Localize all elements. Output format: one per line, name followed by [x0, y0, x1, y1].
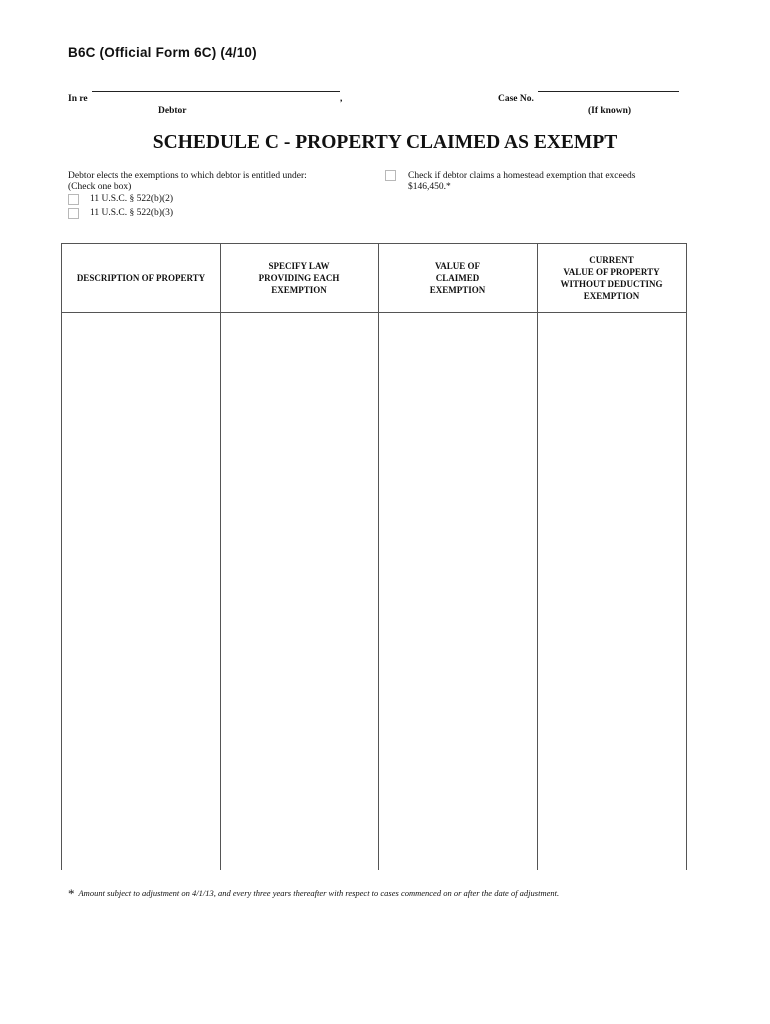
if-known-caption: (If known) — [588, 106, 632, 116]
checkbox-522b2[interactable] — [68, 194, 79, 205]
header-description: DESCRIPTION OF PROPERTY — [76, 273, 206, 283]
case-no-label: Case No. — [498, 94, 534, 104]
description-column-body[interactable] — [63, 314, 219, 869]
header-value-claimed: VALUE OF CLAIMED EXEMPTION — [429, 261, 486, 295]
header-current-value: CURRENT VALUE OF PROPERTY WITHOUT DEDUCTING EXEMPTION — [560, 255, 663, 301]
checkbox-522b3[interactable] — [68, 208, 79, 219]
footnote-text: Amount subject to adjustment on 4/1/13, and every three years thereafter with respect to cases commenced on or after the date of adjustment. — [78, 888, 560, 898]
value-claimed-column-body[interactable] — [379, 314, 536, 869]
header-specify-law: SPECIFY LAW PROVIDING EACH EXEMPTION — [258, 261, 340, 295]
debtor-caption: Debtor — [158, 106, 187, 116]
page-title: SCHEDULE C - PROPERTY CLAIMED AS EXEMPT — [152, 132, 618, 153]
homestead-label-line1: Check if debtor claims a homestead exemption that exceeds — [408, 171, 636, 181]
case-no-field[interactable] — [540, 90, 677, 102]
footnote — [68, 886, 559, 902]
current-value-column-body[interactable] — [538, 314, 685, 869]
form-identifier: B6C (Official Form 6C) (4/10) — [68, 45, 257, 60]
exemption-table — [61, 243, 687, 870]
header-divider — [62, 312, 686, 313]
homestead-label-line2: $146,450.* — [408, 182, 451, 192]
in-re-label: In re — [68, 94, 88, 104]
debtor-name-field[interactable] — [94, 90, 338, 102]
election-instruction: Debtor elects the exemptions to which debtor is entitled under: — [68, 171, 307, 181]
election-check-one: (Check one box) — [68, 182, 132, 192]
debtor-comma: , — [340, 94, 343, 104]
footnote-asterisk: * — [68, 886, 75, 901]
specify-law-column-body[interactable] — [221, 314, 377, 869]
option-522b3-label: 11 U.S.C. § 522(b)(3) — [90, 208, 174, 218]
option-522b2-label: 11 U.S.C. § 522(b)(2) — [90, 194, 174, 204]
checkbox-homestead[interactable] — [385, 170, 396, 181]
